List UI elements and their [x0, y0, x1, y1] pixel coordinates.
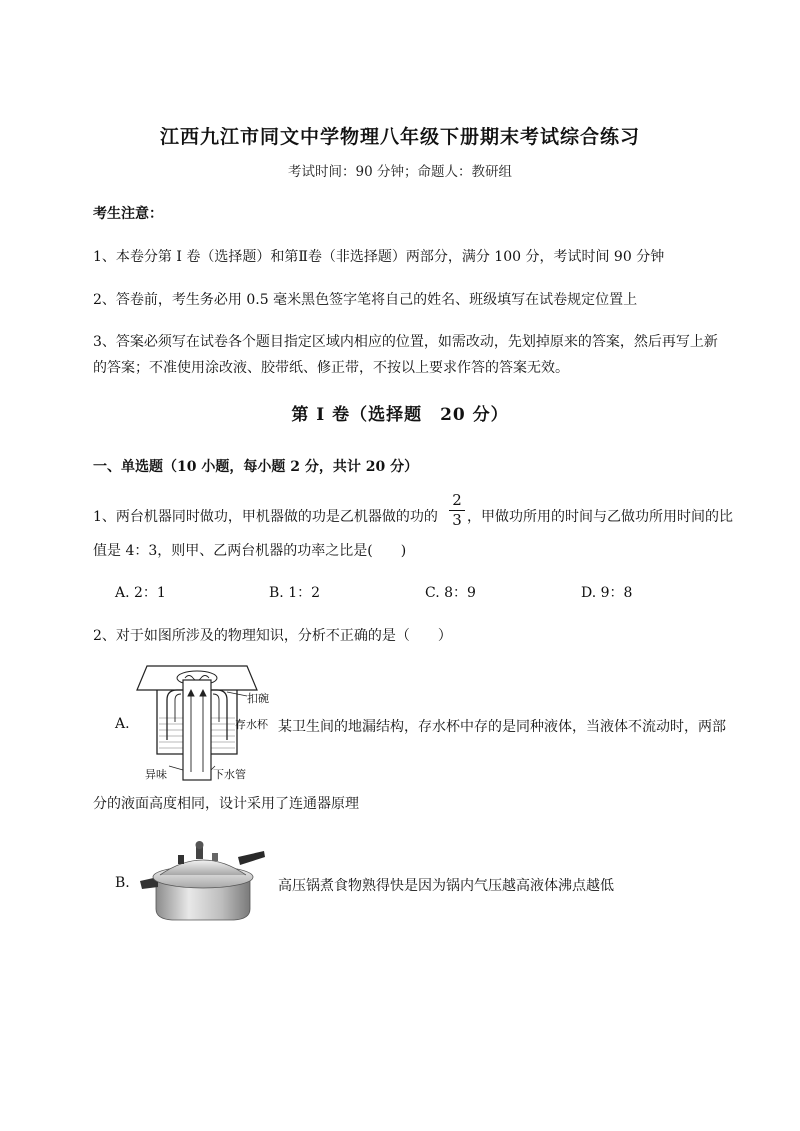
- q1-line2: 值是 4：3，则甲、乙两台机器的功率之比是( ): [93, 543, 407, 559]
- q2-option-a-letter: A.: [115, 716, 130, 732]
- label-pipe: 下水管: [213, 768, 246, 781]
- q2-option-a-text1: 某卫生间的地漏结构，存水杯中存的是同种液体，当液体不流动时，两部: [278, 719, 726, 735]
- notice-item-2: 2、答卷前，考生务必用 0.5 毫米黑色签字笔将自己的姓名、班级填写在试卷规定位置上: [93, 292, 638, 308]
- q1-line1-post: ，甲做功所用的时间与乙做功所用时间的比: [467, 509, 733, 525]
- fraction-numerator: 2: [452, 491, 462, 509]
- q1-option-c: C. 8：9: [425, 585, 476, 601]
- q2-option-a-text2: 分的液面高度相同，设计采用了连通器原理: [93, 796, 359, 812]
- q1-fraction: [449, 492, 465, 529]
- fraction-denominator: 3: [452, 511, 462, 529]
- section-title: 第 I 卷（选择题 20 分）: [291, 405, 509, 425]
- notice-heading: 考生注意：: [93, 206, 163, 222]
- exam-info: 考试时间：90 分钟；命题人：教研组: [288, 164, 512, 180]
- q2-option-b-text: 高压锅煮食物熟得快是因为锅内气压越高液体沸点越低: [278, 878, 614, 894]
- q1-option-a: A. 2：1: [115, 585, 166, 601]
- pressure-cooker-svg: [138, 835, 266, 923]
- q2-option-b-letter: B.: [115, 875, 130, 891]
- page-title: 江西九江市同文中学物理八年级下册期末考试综合练习: [159, 126, 640, 148]
- q1-option-d: D. 9：8: [581, 585, 633, 601]
- label-odor: 异味: [145, 768, 167, 781]
- q2-stem: 2、对于如图所涉及的物理知识，分析不正确的是（ ）: [93, 628, 452, 644]
- q1-option-b: B. 1：2: [269, 585, 321, 601]
- floor-drain-diagram: [135, 662, 285, 782]
- notice-item-3-cont: 的答案；不准使用涂改液、胶带纸、修正带，不按以上要求作答的答案无效。: [93, 360, 569, 376]
- label-cup: 存水杯: [235, 718, 268, 731]
- notice-item-3: 3、答案必须写在试卷各个题目指定区域内相应的位置，如需改动，先划掉原来的答案，然后再写上新: [93, 334, 718, 350]
- part-title: 一、单选题（10 小题，每小题 2 分，共计 20 分）: [93, 459, 419, 475]
- label-bowl: 扣碗: [247, 692, 269, 705]
- notice-item-1: 1、本卷分第 I 卷（选择题）和第Ⅱ卷（非选择题）两部分，满分 100 分，考试时间 90 分钟: [93, 249, 665, 265]
- q1-line1-pre: 1、两台机器同时做功，甲机器做的功是乙机器做的功的: [93, 509, 438, 525]
- pressure-cooker-image: [138, 835, 266, 923]
